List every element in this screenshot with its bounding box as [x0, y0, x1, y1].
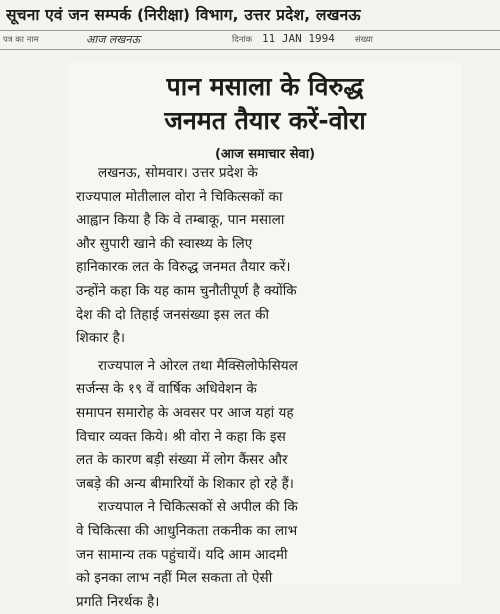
article-line: उन्होंने कहा कि यह काम चुनौतीपूर्ण है क्योंकि: [76, 282, 297, 299]
date-label: दिनांक: [232, 35, 253, 45]
byline: (आज समाचार सेवा): [214, 147, 316, 162]
newspaper-name-label: पत्र का नाम: [3, 35, 39, 45]
article-line: राज्यपाल मोतीलाल वोरा ने चिकित्सकों का: [76, 188, 283, 205]
article-line: विचार व्यक्त किये। श्री वोरा ने कहा कि इस: [76, 428, 286, 445]
article-line: लखनऊ, सोमवार। उत्तर प्रदेश के: [98, 165, 258, 181]
article-line: जबड़े की अन्य बीमारियों के शिकार हो रहे हैं।: [76, 475, 294, 492]
date-stamp: 11 JAN 1994: [262, 32, 335, 45]
clipping-meta-row: [0, 30, 500, 50]
article-line: को इनका लाभ नहीं मिल सकता तो ऐसी: [76, 570, 273, 587]
headline-line-1: पान मसाला के विरुद्ध: [166, 72, 364, 101]
article-line: आह्वान किया है कि वे तम्बाकू, पान मसाला: [76, 212, 285, 229]
article-line: वे चिकित्सा की आधुनिकता तकनीक का लाभ: [76, 522, 298, 539]
page-number-label: संख्या: [355, 35, 373, 45]
article-line: शिकार है।: [76, 330, 125, 347]
headline-line-2: जनमत तैयार करें-वोरा: [164, 106, 366, 135]
newspaper-clipping: [68, 62, 462, 610]
article-line: देश की दो तिहाई जनसंख्या इस लत की: [76, 306, 270, 323]
article-body: [76, 162, 460, 614]
article-line: प्रगति निरर्थक है।: [76, 593, 160, 610]
article-line: लत के कारण बड़ी संख्या में लोग कैंसर और: [76, 452, 288, 469]
department-header: सूचना एवं जन सम्पर्क (निरीक्षा) विभाग, उत्तर प्रदेश, लखनऊ: [6, 6, 361, 24]
article-line: सर्जन्स के १९ वें वार्षिक अधिवेशन के: [76, 381, 257, 398]
article-line: हानिकारक लत के विरुद्ध जनमत तैयार करें।: [76, 259, 291, 276]
article-line: समापन समारोह के अवसर पर आज यहां यह: [76, 404, 294, 421]
article-line: जन सामान्य तक पहुंचायें। यदि आम आदमी: [76, 546, 288, 563]
article-line: राज्यपाल ने चिकित्सकों से अपील की कि: [98, 499, 298, 516]
article-line: और सुपारी खाने की स्वास्थ्य के लिए: [76, 235, 253, 252]
newspaper-name-value: आज लखनऊ: [86, 33, 141, 46]
article-line: राज्यपाल ने ओरल तथा मैक्सिलोफेसियल: [98, 357, 298, 374]
